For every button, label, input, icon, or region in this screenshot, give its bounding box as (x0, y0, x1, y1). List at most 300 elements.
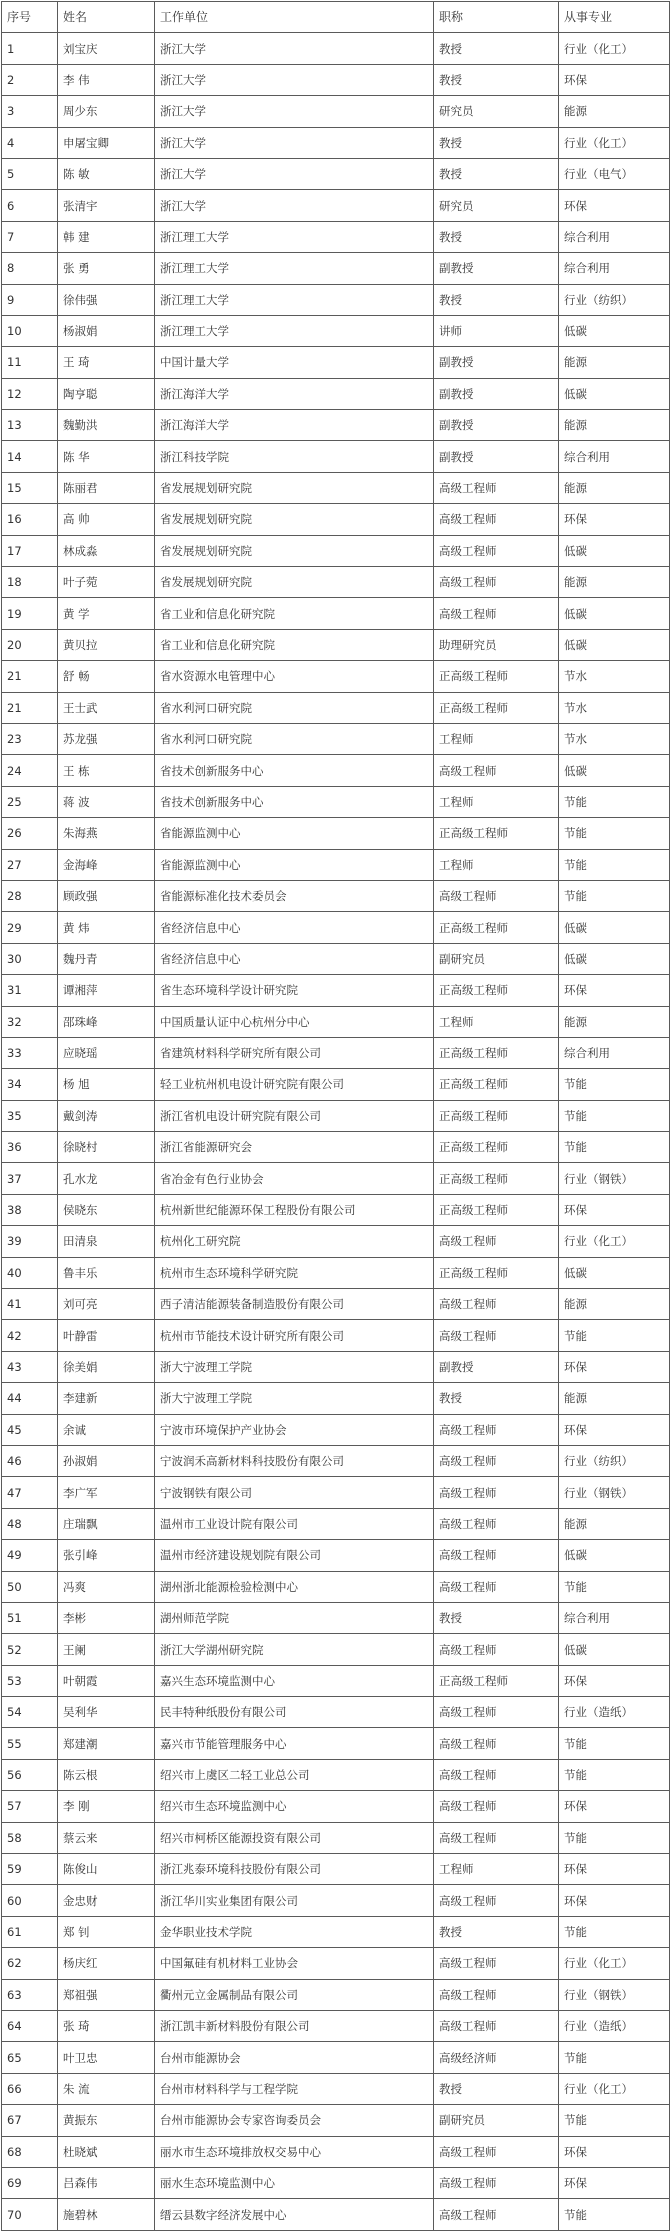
cell-professional-title: 副研究员 (434, 2105, 559, 2136)
cell-work-unit: 省生态环境科学设计研究院 (155, 975, 434, 1006)
cell-name: 郑祖强 (58, 1979, 155, 2010)
cell-name: 郑建潮 (58, 1728, 155, 1759)
cell-professional-title: 研究员 (434, 96, 559, 127)
cell-specialty: 能源 (559, 1508, 670, 1539)
table-row (2, 1132, 670, 1163)
cell-professional-title: 教授 (434, 1602, 559, 1633)
cell-professional-title: 副教授 (434, 1351, 559, 1382)
table-row (2, 723, 670, 754)
cell-work-unit: 浙大宁波理工学院 (155, 1383, 434, 1414)
cell-name: 魏勤洪 (58, 410, 155, 441)
cell-specialty: 节水 (559, 661, 670, 692)
cell-work-unit: 金华职业技术学院 (155, 1916, 434, 1947)
cell-name: 叶子菀 (58, 567, 155, 598)
cell-work-unit: 省能源监测中心 (155, 849, 434, 880)
table-row (2, 315, 670, 346)
cell-professional-title: 高级工程师 (434, 1697, 559, 1728)
cell-name: 王 琦 (58, 347, 155, 378)
cell-professional-title: 高级经济师 (434, 2042, 559, 2073)
table-row (2, 1351, 670, 1382)
cell-name: 应晓瑶 (58, 1037, 155, 1068)
cell-serial-number: 30 (2, 943, 58, 974)
cell-name: 田清泉 (58, 1226, 155, 1257)
cell-name: 韩 建 (58, 221, 155, 252)
cell-specialty: 低碳 (559, 1257, 670, 1288)
cell-work-unit: 杭州市节能技术设计研究所有限公司 (155, 1320, 434, 1351)
cell-specialty: 综合利用 (559, 221, 670, 252)
cell-serial-number: 1 (2, 33, 58, 64)
cell-professional-title: 副教授 (434, 378, 559, 409)
cell-name: 苏龙强 (58, 723, 155, 754)
cell-professional-title: 高级工程师 (434, 1791, 559, 1822)
cell-name: 金忠财 (58, 1885, 155, 1916)
cell-specialty: 行业（纺织） (559, 1445, 670, 1476)
cell-work-unit: 中国氟硅有机材料工业协会 (155, 1948, 434, 1979)
cell-professional-title: 助理研究员 (434, 629, 559, 660)
cell-serial-number: 45 (2, 1414, 58, 1445)
cell-professional-title: 副研究员 (434, 943, 559, 974)
cell-work-unit: 省发展规划研究院 (155, 567, 434, 598)
table-row (2, 1948, 670, 1979)
cell-work-unit: 杭州市生态环境科学研究院 (155, 1257, 434, 1288)
table-row (2, 975, 670, 1006)
cell-name: 黄 炜 (58, 912, 155, 943)
cell-work-unit: 省能源标准化技术委员会 (155, 880, 434, 911)
cell-serial-number: 16 (2, 504, 58, 535)
table-row (2, 1257, 670, 1288)
cell-work-unit: 湖州师范学院 (155, 1602, 434, 1633)
cell-serial-number: 9 (2, 284, 58, 315)
cell-serial-number: 53 (2, 1665, 58, 1696)
cell-professional-title: 高级工程师 (434, 1289, 559, 1320)
table-row (2, 1320, 670, 1351)
cell-work-unit: 省技术创新服务中心 (155, 755, 434, 786)
cell-work-unit: 宁波钢铁有限公司 (155, 1477, 434, 1508)
cell-professional-title: 高级工程师 (434, 880, 559, 911)
cell-professional-title: 正高级工程师 (434, 1163, 559, 1194)
cell-serial-number: 20 (2, 629, 58, 660)
table-row (2, 1885, 670, 1916)
cell-work-unit: 缙云县数字经济发展中心 (155, 2199, 434, 2230)
cell-serial-number: 55 (2, 1728, 58, 1759)
cell-specialty: 行业（造纸） (559, 1697, 670, 1728)
table-row (2, 912, 670, 943)
cell-specialty: 节能 (559, 1822, 670, 1853)
cell-serial-number: 52 (2, 1634, 58, 1665)
table-row (2, 535, 670, 566)
cell-name: 黄 学 (58, 598, 155, 629)
cell-serial-number: 25 (2, 786, 58, 817)
cell-work-unit: 杭州新世纪能源环保工程股份有限公司 (155, 1194, 434, 1225)
table-row (2, 1100, 670, 1131)
cell-specialty: 综合利用 (559, 253, 670, 284)
cell-work-unit: 宁波市环境保护产业协会 (155, 1414, 434, 1445)
cell-specialty: 节能 (559, 2199, 670, 2230)
cell-professional-title: 正高级工程师 (434, 1037, 559, 1068)
cell-professional-title: 正高级工程师 (434, 818, 559, 849)
table-row (2, 1383, 670, 1414)
cell-name: 李 刚 (58, 1791, 155, 1822)
header-work-unit: 工作单位 (155, 2, 434, 33)
cell-name: 朱 流 (58, 2073, 155, 2104)
cell-name: 陶亨聪 (58, 378, 155, 409)
cell-specialty: 环保 (559, 1885, 670, 1916)
cell-serial-number: 26 (2, 818, 58, 849)
cell-professional-title: 正高级工程师 (434, 1069, 559, 1100)
table-row (2, 2136, 670, 2167)
cell-name: 吕森伟 (58, 2167, 155, 2198)
cell-work-unit: 宁波润禾高新材料科技股份有限公司 (155, 1445, 434, 1476)
cell-serial-number: 38 (2, 1194, 58, 1225)
cell-professional-title: 高级工程师 (434, 2167, 559, 2198)
cell-work-unit: 浙江海洋大学 (155, 410, 434, 441)
cell-serial-number: 24 (2, 755, 58, 786)
cell-serial-number: 23 (2, 723, 58, 754)
cell-specialty: 节能 (559, 1916, 670, 1947)
cell-name: 邵珠峰 (58, 1006, 155, 1037)
header-specialty: 从事专业 (559, 2, 670, 33)
cell-work-unit: 丽水生态环境监测中心 (155, 2167, 434, 2198)
cell-work-unit: 省水利河口研究院 (155, 723, 434, 754)
cell-name: 庄瑞飘 (58, 1508, 155, 1539)
cell-name: 施碧林 (58, 2199, 155, 2230)
cell-professional-title: 教授 (434, 127, 559, 158)
cell-professional-title: 高级工程师 (434, 2199, 559, 2230)
cell-professional-title: 高级工程师 (434, 1540, 559, 1571)
table-row (2, 64, 670, 95)
table-row (2, 1477, 670, 1508)
table-row (2, 880, 670, 911)
cell-name: 林成淼 (58, 535, 155, 566)
cell-serial-number: 31 (2, 975, 58, 1006)
cell-professional-title: 正高级工程师 (434, 1665, 559, 1696)
cell-specialty: 低碳 (559, 535, 670, 566)
cell-work-unit: 省经济信息中心 (155, 912, 434, 943)
cell-name: 张清宇 (58, 190, 155, 221)
cell-serial-number: 59 (2, 1854, 58, 1885)
cell-serial-number: 29 (2, 912, 58, 943)
cell-professional-title: 高级工程师 (434, 2011, 559, 2042)
cell-name: 张 勇 (58, 253, 155, 284)
cell-professional-title: 教授 (434, 284, 559, 315)
table-row (2, 567, 670, 598)
cell-serial-number: 63 (2, 1979, 58, 2010)
cell-work-unit: 浙江省能源研究会 (155, 1132, 434, 1163)
cell-serial-number: 7 (2, 221, 58, 252)
cell-specialty: 能源 (559, 1383, 670, 1414)
table-row (2, 190, 670, 221)
cell-specialty: 行业（纺织） (559, 284, 670, 315)
cell-name: 刘宝庆 (58, 33, 155, 64)
cell-work-unit: 浙江大学湖州研究院 (155, 1634, 434, 1665)
cell-name: 王士武 (58, 692, 155, 723)
cell-serial-number: 37 (2, 1163, 58, 1194)
cell-specialty: 节能 (559, 880, 670, 911)
cell-specialty: 能源 (559, 472, 670, 503)
cell-professional-title: 高级工程师 (434, 1571, 559, 1602)
cell-work-unit: 温州市经济建设规划院有限公司 (155, 1540, 434, 1571)
cell-name: 杨庆红 (58, 1948, 155, 1979)
cell-serial-number: 44 (2, 1383, 58, 1414)
cell-work-unit: 省发展规划研究院 (155, 504, 434, 535)
cell-work-unit: 浙江海洋大学 (155, 378, 434, 409)
table-row (2, 1634, 670, 1665)
cell-specialty: 低碳 (559, 315, 670, 346)
cell-professional-title: 工程师 (434, 849, 559, 880)
cell-name: 陈云根 (58, 1759, 155, 1790)
cell-work-unit: 浙江理工大学 (155, 253, 434, 284)
cell-specialty: 环保 (559, 190, 670, 221)
expert-list-table (1, 1, 670, 2231)
table-row (2, 2042, 670, 2073)
cell-professional-title: 工程师 (434, 786, 559, 817)
cell-specialty: 综合利用 (559, 1037, 670, 1068)
header-row (2, 2, 670, 33)
cell-serial-number: 49 (2, 1540, 58, 1571)
cell-name: 徐美娟 (58, 1351, 155, 1382)
cell-professional-title: 正高级工程师 (434, 1194, 559, 1225)
cell-serial-number: 17 (2, 535, 58, 566)
cell-name: 金海峰 (58, 849, 155, 880)
table-row (2, 1226, 670, 1257)
cell-serial-number: 33 (2, 1037, 58, 1068)
cell-specialty: 环保 (559, 504, 670, 535)
cell-specialty: 低碳 (559, 755, 670, 786)
table-body (2, 33, 670, 2230)
cell-name: 杜晓斌 (58, 2136, 155, 2167)
cell-name: 李 伟 (58, 64, 155, 95)
cell-work-unit: 省冶金有色行业协会 (155, 1163, 434, 1194)
cell-work-unit: 台州市材料科学与工程学院 (155, 2073, 434, 2104)
cell-professional-title: 教授 (434, 221, 559, 252)
cell-work-unit: 省工业和信息化研究院 (155, 629, 434, 660)
cell-professional-title: 正高级工程师 (434, 975, 559, 1006)
cell-work-unit: 绍兴市柯桥区能源投资有限公司 (155, 1822, 434, 1853)
cell-specialty: 节能 (559, 1320, 670, 1351)
header-professional-title: 职称 (434, 2, 559, 33)
cell-specialty: 行业（电气） (559, 158, 670, 189)
cell-name: 王阑 (58, 1634, 155, 1665)
cell-work-unit: 浙江科技学院 (155, 441, 434, 472)
table-row (2, 1665, 670, 1696)
cell-name: 陈 华 (58, 441, 155, 472)
cell-specialty: 低碳 (559, 378, 670, 409)
cell-name: 杨淑娟 (58, 315, 155, 346)
cell-serial-number: 66 (2, 2073, 58, 2104)
cell-work-unit: 湖州浙北能源检验检测中心 (155, 1571, 434, 1602)
table-row (2, 1163, 670, 1194)
cell-serial-number: 42 (2, 1320, 58, 1351)
cell-serial-number: 57 (2, 1791, 58, 1822)
cell-work-unit: 省发展规划研究院 (155, 472, 434, 503)
cell-specialty: 环保 (559, 1194, 670, 1225)
cell-professional-title: 高级工程师 (434, 567, 559, 598)
cell-work-unit: 浙江大学 (155, 33, 434, 64)
cell-serial-number: 47 (2, 1477, 58, 1508)
cell-professional-title: 高级工程师 (434, 1320, 559, 1351)
cell-serial-number: 3 (2, 96, 58, 127)
table-row (2, 1916, 670, 1947)
table-row (2, 1854, 670, 1885)
cell-work-unit: 绍兴市上虞区二轻工业总公司 (155, 1759, 434, 1790)
cell-professional-title: 副教授 (434, 410, 559, 441)
cell-professional-title: 研究员 (434, 190, 559, 221)
cell-name: 陈俊山 (58, 1854, 155, 1885)
cell-professional-title: 正高级工程师 (434, 1100, 559, 1131)
cell-work-unit: 浙江理工大学 (155, 315, 434, 346)
cell-professional-title: 工程师 (434, 1006, 559, 1037)
table-row (2, 598, 670, 629)
cell-serial-number: 28 (2, 880, 58, 911)
cell-serial-number: 21 (2, 692, 58, 723)
cell-specialty: 行业（钢铁） (559, 1979, 670, 2010)
cell-work-unit: 浙江理工大学 (155, 221, 434, 252)
cell-specialty: 能源 (559, 1006, 670, 1037)
cell-specialty: 环保 (559, 1665, 670, 1696)
cell-name: 孙淑娟 (58, 1445, 155, 1476)
cell-work-unit: 民丰特种纸股份有限公司 (155, 1697, 434, 1728)
cell-name: 黄振东 (58, 2105, 155, 2136)
cell-serial-number: 41 (2, 1289, 58, 1320)
cell-specialty: 节水 (559, 723, 670, 754)
cell-serial-number: 12 (2, 378, 58, 409)
table-row (2, 253, 670, 284)
cell-specialty: 行业（钢铁） (559, 1477, 670, 1508)
cell-specialty: 综合利用 (559, 1602, 670, 1633)
cell-specialty: 环保 (559, 975, 670, 1006)
cell-name: 蒋 波 (58, 786, 155, 817)
cell-professional-title: 高级工程师 (434, 1477, 559, 1508)
cell-serial-number: 2 (2, 64, 58, 95)
cell-serial-number: 36 (2, 1132, 58, 1163)
cell-serial-number: 34 (2, 1069, 58, 1100)
cell-professional-title: 副教授 (434, 441, 559, 472)
cell-specialty: 低碳 (559, 598, 670, 629)
cell-serial-number: 60 (2, 1885, 58, 1916)
cell-name: 黄贝拉 (58, 629, 155, 660)
cell-serial-number: 14 (2, 441, 58, 472)
cell-professional-title: 高级工程师 (434, 1979, 559, 2010)
cell-work-unit: 衢州元立金属制品有限公司 (155, 1979, 434, 2010)
cell-specialty: 环保 (559, 1854, 670, 1885)
cell-specialty: 综合利用 (559, 441, 670, 472)
table-row (2, 661, 670, 692)
cell-specialty: 节能 (559, 2042, 670, 2073)
table-row (2, 1979, 670, 2010)
table-row (2, 943, 670, 974)
cell-work-unit: 省发展规划研究院 (155, 535, 434, 566)
cell-specialty: 低碳 (559, 912, 670, 943)
cell-name: 顾政强 (58, 880, 155, 911)
cell-work-unit: 浙江大学 (155, 127, 434, 158)
cell-professional-title: 高级工程师 (434, 1885, 559, 1916)
cell-professional-title: 正高级工程师 (434, 1132, 559, 1163)
cell-professional-title: 高级工程师 (434, 1948, 559, 1979)
cell-name: 张引峰 (58, 1540, 155, 1571)
cell-work-unit: 省能源监测中心 (155, 818, 434, 849)
table-row (2, 96, 670, 127)
table-row (2, 284, 670, 315)
cell-specialty: 行业（化工） (559, 127, 670, 158)
table-row (2, 755, 670, 786)
table-row (2, 1791, 670, 1822)
cell-work-unit: 省工业和信息化研究院 (155, 598, 434, 629)
table-row (2, 1414, 670, 1445)
table-row (2, 1069, 670, 1100)
cell-work-unit: 省水资源水电管理中心 (155, 661, 434, 692)
cell-specialty: 环保 (559, 1414, 670, 1445)
cell-serial-number: 21 (2, 661, 58, 692)
table-row (2, 1822, 670, 1853)
cell-work-unit: 台州市能源协会专家咨询委员会 (155, 2105, 434, 2136)
cell-work-unit: 浙江理工大学 (155, 284, 434, 315)
cell-specialty: 行业（化工） (559, 2073, 670, 2104)
cell-professional-title: 高级工程师 (434, 1414, 559, 1445)
table-row (2, 1602, 670, 1633)
cell-name: 叶卫忠 (58, 2042, 155, 2073)
cell-serial-number: 43 (2, 1351, 58, 1382)
cell-serial-number: 54 (2, 1697, 58, 1728)
cell-serial-number: 69 (2, 2167, 58, 2198)
cell-specialty: 节能 (559, 849, 670, 880)
cell-name: 郑 钊 (58, 1916, 155, 1947)
cell-serial-number: 40 (2, 1257, 58, 1288)
cell-name: 徐晓村 (58, 1132, 155, 1163)
cell-professional-title: 高级工程师 (434, 755, 559, 786)
cell-specialty: 节能 (559, 2105, 670, 2136)
cell-name: 蔡云来 (58, 1822, 155, 1853)
cell-work-unit: 台州市能源协会 (155, 2042, 434, 2073)
cell-specialty: 能源 (559, 96, 670, 127)
cell-serial-number: 15 (2, 472, 58, 503)
cell-professional-title: 工程师 (434, 723, 559, 754)
table-row (2, 849, 670, 880)
table-row (2, 378, 670, 409)
cell-work-unit: 轻工业杭州机电设计研究院有限公司 (155, 1069, 434, 1100)
cell-specialty: 节能 (559, 1132, 670, 1163)
cell-work-unit: 绍兴市生态环境监测中心 (155, 1791, 434, 1822)
cell-specialty: 行业（钢铁） (559, 1163, 670, 1194)
cell-serial-number: 39 (2, 1226, 58, 1257)
cell-serial-number: 6 (2, 190, 58, 221)
cell-specialty: 能源 (559, 567, 670, 598)
cell-work-unit: 嘉兴市节能管理服务中心 (155, 1728, 434, 1759)
cell-professional-title: 正高级工程师 (434, 912, 559, 943)
cell-serial-number: 10 (2, 315, 58, 346)
cell-work-unit: 省技术创新服务中心 (155, 786, 434, 817)
cell-work-unit: 省建筑材料科学研究所有限公司 (155, 1037, 434, 1068)
cell-work-unit: 浙江省机电设计研究院有限公司 (155, 1100, 434, 1131)
cell-work-unit: 温州市工业设计院有限公司 (155, 1508, 434, 1539)
table-row (2, 1194, 670, 1225)
header-serial-number: 序号 (2, 2, 58, 33)
cell-serial-number: 62 (2, 1948, 58, 1979)
cell-name: 陈丽君 (58, 472, 155, 503)
cell-name: 陈 敏 (58, 158, 155, 189)
table-row (2, 410, 670, 441)
cell-name: 王 栋 (58, 755, 155, 786)
cell-professional-title: 教授 (434, 64, 559, 95)
cell-name: 申屠宝卿 (58, 127, 155, 158)
table-row (2, 1571, 670, 1602)
table-row (2, 2199, 670, 2230)
cell-serial-number: 68 (2, 2136, 58, 2167)
cell-name: 高 帅 (58, 504, 155, 535)
cell-specialty: 低碳 (559, 1540, 670, 1571)
cell-serial-number: 13 (2, 410, 58, 441)
table-row (2, 472, 670, 503)
table-row (2, 2105, 670, 2136)
